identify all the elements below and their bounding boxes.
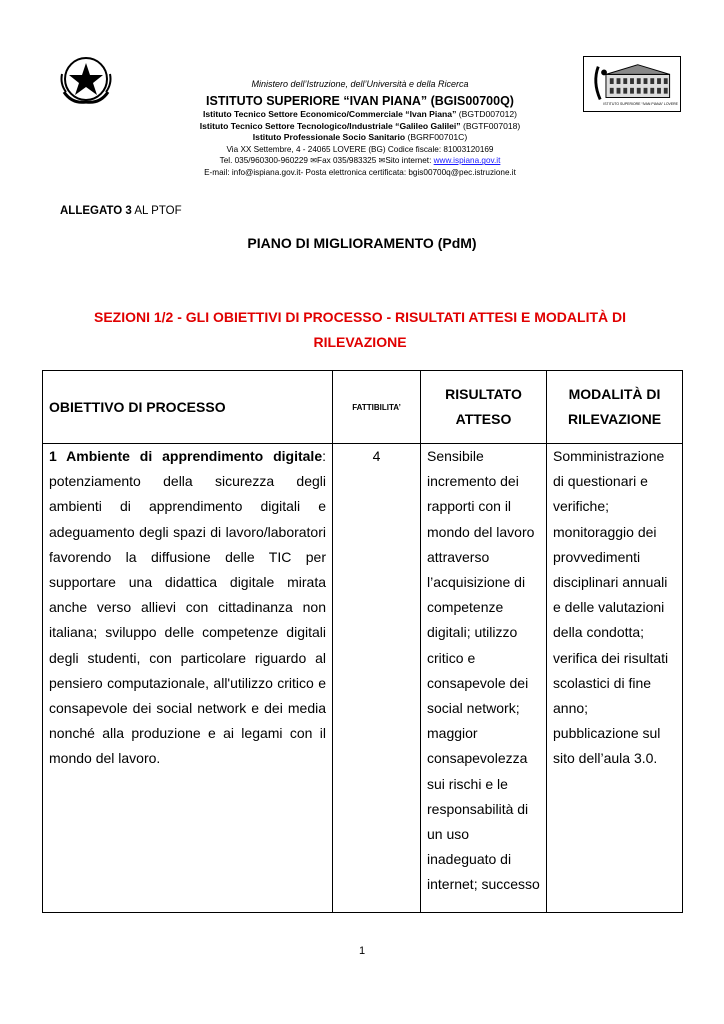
cell-obiettivo xyxy=(43,444,333,913)
header-fattibilita: FATTIBILITA’ xyxy=(333,371,421,444)
table-row xyxy=(43,444,683,913)
cell-risultato: Sensibile incremento dei rapporti con il mondo del lavoro attraverso l’acquisizione di competenze digitali; utilizzo critico e consapevole dei social network; maggior consapevolezza sui rischi e le responsabilità di un uso inadeguato di internet; successo xyxy=(421,444,547,913)
objectives-table xyxy=(42,370,683,913)
svg-text:ISTITUTO SUPERIORE “IVAN PIANA: ISTITUTO SUPERIORE “IVAN PIANA” LOVERE xyxy=(603,102,679,107)
institute-info xyxy=(150,78,570,178)
header-risultato: RISULTATO ATTESO xyxy=(421,371,547,444)
objective-heading: 1 Ambiente di apprendimento digitale xyxy=(49,448,323,464)
section-title: SEZIONI 1/2 - GLI OBIETTIVI DI PROCESSO - RISULTATI ATTESI E MODALITÀ DI RILEVAZIONE xyxy=(93,309,627,350)
header-modalita: MODALITÀ DI RILEVAZIONE xyxy=(547,371,683,444)
website-link[interactable]: www.ispiana.gov.it xyxy=(433,156,501,166)
sub-institute-2: Istituto Tecnico Settore Tecnologico/Industriale “Galileo Galilei” (BGTF007018) xyxy=(199,120,521,131)
allegato-label: ALLEGATO 3 AL PTOF xyxy=(60,205,182,217)
address-line: Via XX Settembre, 4 - 24065 LOVERE (BG) Codice fiscale: 81003120169 xyxy=(226,144,494,154)
sub-institute-3: Istituto Professionale Socio Sanitario (BGRF00701C) xyxy=(252,132,468,143)
institute-title: ISTITUTO SUPERIORE “IVAN PIANA” (BGIS00700Q) xyxy=(206,94,514,108)
pdm-title: PIANO DI MIGLIORAMENTO (PdM) xyxy=(247,235,477,251)
email-line: E-mail: info@ispiana.gov.it- Posta elettronica certificata: bgis00700q@pec.istruzione.it xyxy=(204,167,516,177)
sub-institute-1: Istituto Tecnico Settore Economico/Commerciale “Ivan Piana” (BGTD007012) xyxy=(202,109,518,119)
ministry-line: Ministero dell’Istruzione, dell’Università e della Ricerca xyxy=(251,79,469,89)
table-header-row xyxy=(43,371,683,444)
italian-republic-emblem-icon xyxy=(58,54,114,104)
cell-modalita: Somministrazione di questionari e verifiche; monitoraggio dei provvedimenti disciplinari annuali e delle valutazioni della condotta; verifica dei risultati scolastici di fine anno; pubblicazione sul sito dell’aula 3.0. xyxy=(547,444,683,913)
page-number: 1 xyxy=(358,945,366,957)
contacts-line: Tel. 035/960300-960229 ✉Fax 035/983325 ✉Sito internet: www.ispiana.gov.it xyxy=(219,156,501,166)
header-obiettivo: OBIETTIVO DI PROCESSO xyxy=(43,371,333,444)
objective-text: : potenziamento della sicurezza degli ambienti di apprendimento digitali e adeguamento degli spazi di lavoro/laboratori favorendo la diffusione delle TIC per supportare una didattica digitale mirata anche verso allievi con cittadinanza non italiana; sviluppo delle competenze digitali degli studenti, con particolare riguardo al pensiero computazionale, all'utilizzo critico e consapevole dei social network e dei media nonché alla produzione e ai legami con il mondo del lavoro. xyxy=(49,448,326,767)
school-building-logo-icon xyxy=(583,56,681,112)
document-header xyxy=(0,0,724,190)
cell-fattibilita: 4 xyxy=(333,444,421,913)
